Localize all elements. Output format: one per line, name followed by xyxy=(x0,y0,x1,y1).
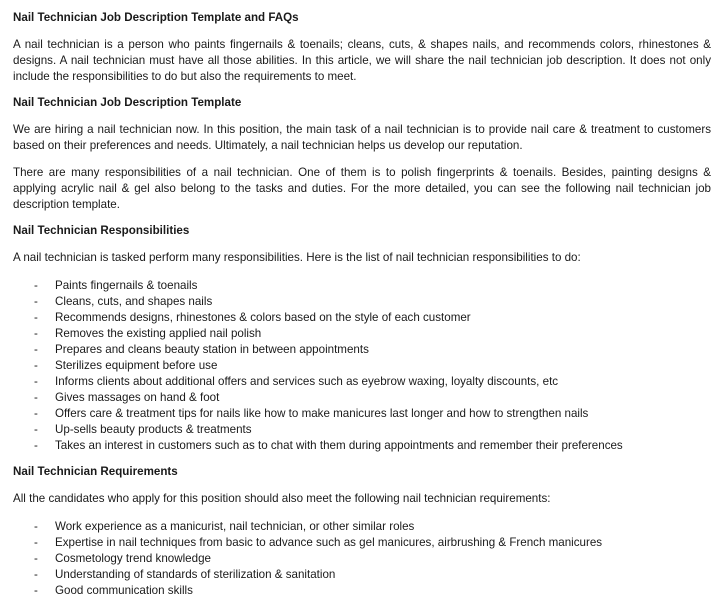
list-item: - Gives massages on hand & foot xyxy=(13,390,711,406)
list-item: - Takes an interest in customers such as to chat with them during appointments and remember their preferences xyxy=(13,438,711,454)
template-paragraph-1: We are hiring a nail technician now. In this position, the main task of a nail technician is to provide nail care & treatment to customers based on their preferences and needs. Ultimately, a nail technician helps us develop our reputation. xyxy=(13,123,711,152)
responsibilities-heading: Nail Technician Responsibilities xyxy=(13,224,190,237)
document-page xyxy=(13,0,711,599)
requirements-intro: All the candidates who apply for this position should also meet the following nail technician requirements: xyxy=(13,492,551,505)
list-item: - Paints fingernails & toenails xyxy=(13,278,711,294)
list-item: - Up-sells beauty products & treatments xyxy=(13,422,711,438)
responsibilities-list xyxy=(13,278,711,454)
list-item: - Offers care & treatment tips for nails like how to make manicures last longer and how to strengthen nails xyxy=(13,406,711,422)
document-title: Nail Technician Job Description Template and FAQs xyxy=(13,11,299,24)
template-heading: Nail Technician Job Description Template xyxy=(13,96,242,109)
list-item: - Good communication skills xyxy=(13,583,711,599)
intro-paragraph: A nail technician is a person who paints fingernails & toenails; cleans, cuts, & shapes nails, and recommends colors, rhinestones & designs. A nail technician must have all those abilities. In this article, we will share the nail technician job description. It does not only include the responsibilities to do but also the requirements to meet. xyxy=(13,38,711,83)
template-paragraph-2: There are many responsibilities of a nail technician. One of them is to polish fingerprints & toenails. Besides, painting designs & applying acrylic nail & gel also belong to the tasks and duties. For the more detailed, you can see the following nail technician job description template. xyxy=(13,166,711,211)
list-item: - Informs clients about additional offers and services such as eyebrow waxing, loyalty discounts, etc xyxy=(13,374,711,390)
list-item: - Recommends designs, rhinestones & colors based on the style of each customer xyxy=(13,310,711,326)
requirements-heading: Nail Technician Requirements xyxy=(13,465,178,478)
list-item: - Work experience as a manicurist, nail technician, or other similar roles xyxy=(13,519,711,535)
list-item: - Removes the existing applied nail polish xyxy=(13,326,711,342)
list-item: - Prepares and cleans beauty station in between appointments xyxy=(13,342,711,358)
list-item: - Expertise in nail techniques from basic to advance such as gel manicures, airbrushing & French manicures xyxy=(13,535,711,551)
list-item: - Understanding of standards of sterilization & sanitation xyxy=(13,567,711,583)
responsibilities-intro: A nail technician is tasked perform many responsibilities. Here is the list of nail technician responsibilities to do: xyxy=(13,251,581,264)
list-item: - Cosmetology trend knowledge xyxy=(13,551,711,567)
list-item: - Sterilizes equipment before use xyxy=(13,358,711,374)
requirements-list xyxy=(13,519,711,599)
list-item: - Cleans, cuts, and shapes nails xyxy=(13,294,711,310)
